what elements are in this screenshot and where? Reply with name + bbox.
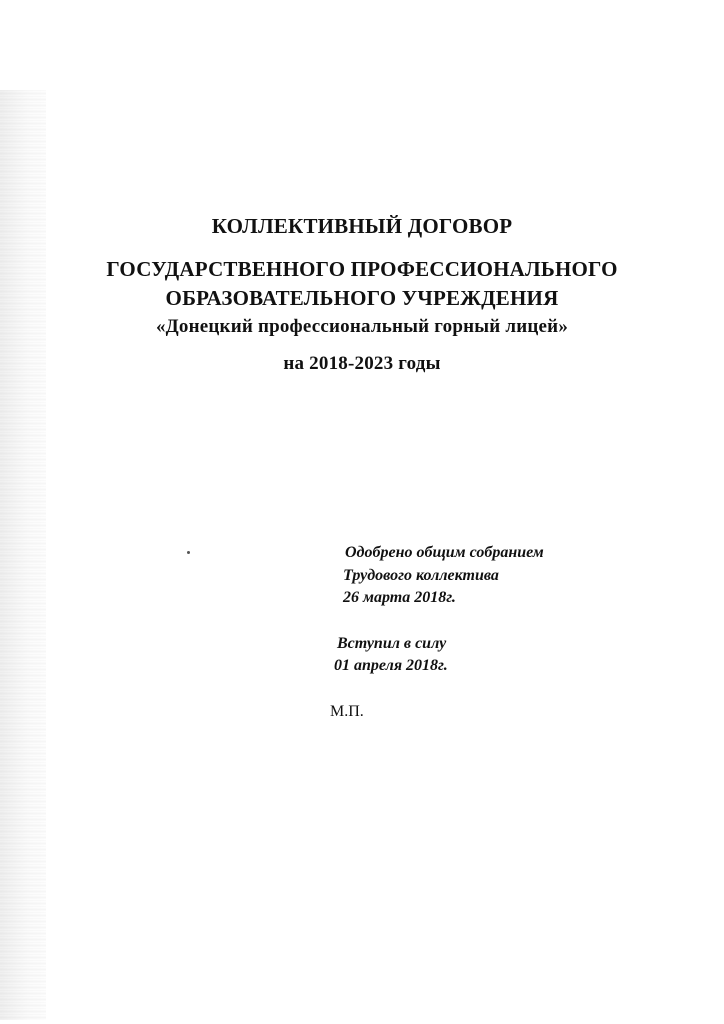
- document-period: на 2018-2023 годы: [283, 353, 441, 374]
- institution-name: «Донецкий профессиональный горный лицей»: [155, 316, 569, 337]
- approval-line2: Трудового коллектива: [343, 567, 499, 584]
- approval-date: 26 марта 2018г.: [343, 589, 456, 606]
- approval-line1: Одобрено общим собранием: [345, 544, 544, 561]
- effective-date: 01 апреля 2018г.: [334, 657, 448, 674]
- document-title-line3: ОБРАЗОВАТЕЛЬНОГО УЧРЕЖДЕНИЯ: [165, 286, 559, 310]
- effective-label: Вступил в силу: [337, 635, 447, 652]
- scan-dot: [187, 551, 190, 554]
- document-title-line1: КОЛЛЕКТИВНЫЙ ДОГОВОР: [211, 214, 513, 238]
- stamp-placeholder: М.П.: [330, 703, 364, 720]
- document-title-line2: ГОСУДАРСТВЕННОГО ПРОФЕССИОНАЛЬНОГО: [106, 257, 618, 281]
